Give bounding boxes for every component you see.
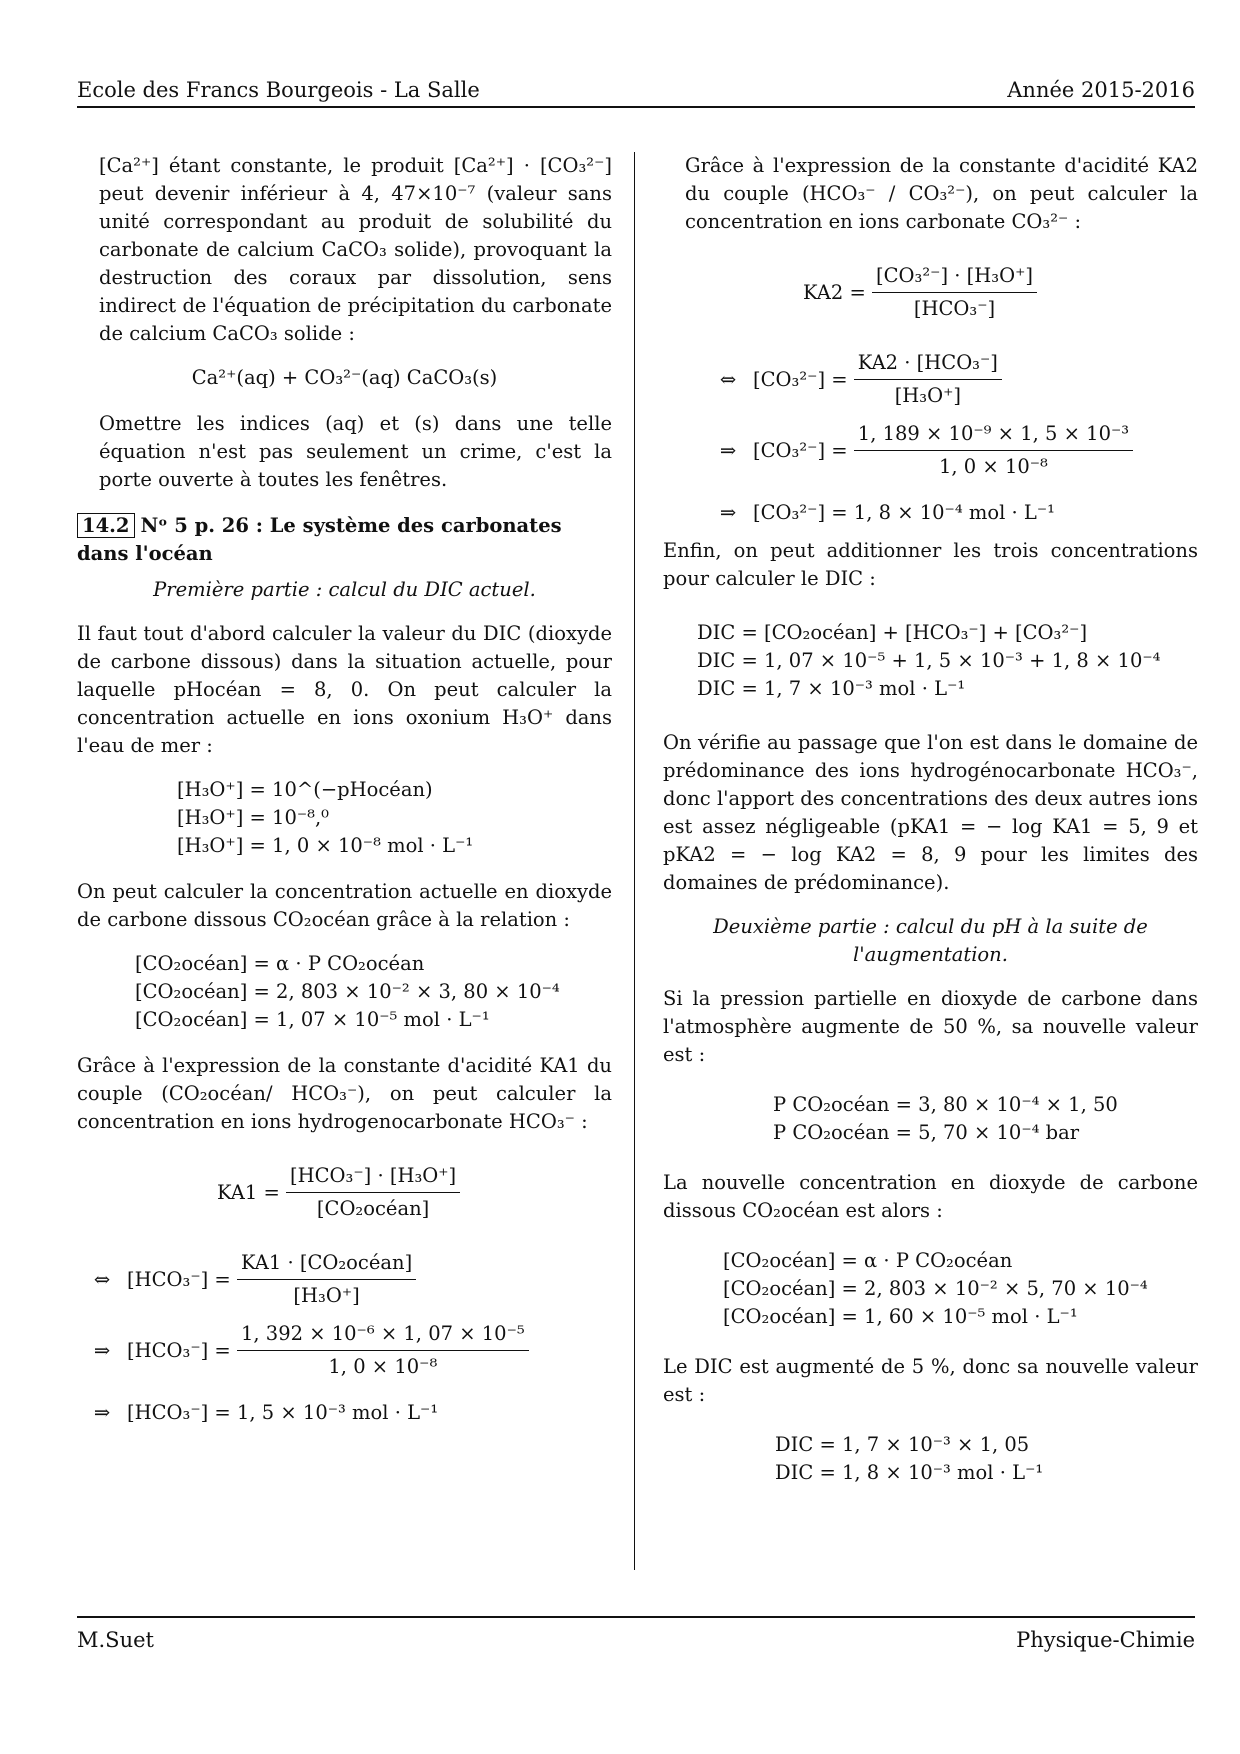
paragraph: Si la pression partielle en dioxyde de carbone dans l'atmosphère augmente de 50 %, sa nouvelle valeur est :: [663, 987, 1198, 1066]
fraction: [237, 1249, 416, 1310]
reaction-equation: Ca²⁺(aq) + CO₃²⁻(aq) CaCO₃(s): [191, 366, 498, 389]
paragraph: Le DIC est augmenté de 5 %, donc sa nouvelle valeur est :: [663, 1355, 1198, 1406]
ka2-definition: [663, 262, 1198, 323]
equation-line: [H₃O⁺] = 1, 0 × 10⁻⁸ mol · L⁻¹: [177, 834, 474, 857]
ka1-definition: [77, 1162, 612, 1223]
right-column: [663, 152, 1198, 1509]
equation-line: [CO₂océan] = α · P CO₂océan: [723, 1249, 1013, 1272]
footer-subject: Physique-Chimie: [1016, 1628, 1195, 1652]
derivation-step: [663, 420, 1198, 481]
part-title: Première partie : calcul du DIC actuel.: [153, 578, 536, 601]
numerator: 1, 392 × 10⁻⁶ × 1, 07 × 10⁻⁵: [237, 1320, 529, 1351]
paragraph: On vérifie au passage que l'on est dans le domaine de prédominance des ions hydrogénocarbonate HCO₃⁻, donc l'apport des concentrations des deux autres ions est assez négligeable (pKA1 = − log KA1 = 5, 9 et pKA2 = − log KA2 = 8, 9 pour les limites des domaines de prédominance).: [663, 731, 1198, 894]
equation-result: [CO₃²⁻] = 1, 8 × 10⁻⁴ mol · L⁻¹: [753, 501, 1055, 524]
equation-line: [CO₂océan] = 2, 803 × 10⁻² × 5, 70 × 10⁻⁴: [723, 1277, 1148, 1300]
equation-line: [CO₂océan] = 1, 07 × 10⁻⁵ mol · L⁻¹: [135, 1008, 490, 1031]
column-divider: [634, 152, 635, 1570]
numerator: [CO₃²⁻] · [H₃O⁺]: [872, 262, 1037, 293]
implies-symbol: ⇒: [719, 438, 737, 462]
paragraph: La nouvelle concentration en dioxyde de carbone dissous CO₂océan est alors :: [663, 1171, 1198, 1222]
equation-block: [663, 1247, 1198, 1331]
derivation-step: [77, 1320, 612, 1381]
equation-line: P CO₂océan = 5, 70 × 10⁻⁴ bar: [773, 1121, 1080, 1144]
paragraph: [Ca²⁺] étant constante, le produit [Ca²⁺] · [CO₃²⁻] peut devenir inférieur à 4, 47×10⁻⁷ (valeur sans unité correspondant au produit de solubilité du carbonate de calcium CaCO₃ solide), provoquant la destruction des coraux par dissolution, sens indirect de l'équation de précipitation du carbonate de calcium CaCO₃ solide :: [99, 154, 612, 345]
equation-line: DIC = 1, 7 × 10⁻³ × 1, 05: [775, 1433, 1030, 1456]
header-year: Année 2015-2016: [1007, 78, 1195, 102]
section-heading: [77, 512, 612, 568]
implies-symbol: ⇒: [93, 1338, 111, 1362]
numerator: KA2 · [HCO₃⁻]: [854, 349, 1002, 380]
denominator: [H₃O⁺]: [293, 1284, 360, 1307]
equation-lhs: KA1 =: [217, 1180, 280, 1204]
numerator: [HCO₃⁻] · [H₃O⁺]: [286, 1162, 460, 1193]
equation-line: [CO₂océan] = 2, 803 × 10⁻² × 3, 80 × 10⁻⁴: [135, 980, 560, 1003]
equation-line: [CO₂océan] = 1, 60 × 10⁻⁵ mol · L⁻¹: [723, 1305, 1078, 1328]
equation-line: DIC = [CO₂océan] + [HCO₃⁻] + [CO₃²⁻]: [697, 621, 1088, 644]
numerator: 1, 189 × 10⁻⁹ × 1, 5 × 10⁻³: [854, 420, 1133, 451]
paragraph: Omettre les indices (aq) et (s) dans une telle équation n'est pas seulement un crime, c'est la porte ouverte à toutes les fenêtres.: [99, 412, 612, 491]
equation-lhs: [HCO₃⁻] =: [127, 1338, 231, 1362]
equation-block: [663, 619, 1198, 703]
section-number: 14.2: [77, 513, 135, 538]
left-column: [77, 152, 612, 1437]
section-title: Nᵒ 5 p. 26 : Le système des carbonates dans l'océan: [77, 514, 562, 565]
equation-line: DIC = 1, 7 × 10⁻³ mol · L⁻¹: [697, 677, 966, 700]
fraction: [872, 262, 1037, 323]
fraction: [237, 1320, 529, 1381]
equation-block: [663, 1091, 1198, 1147]
equation-line: DIC = 1, 07 × 10⁻⁵ + 1, 5 × 10⁻³ + 1, 8 × 10⁻⁴: [697, 649, 1161, 672]
fraction: [286, 1162, 460, 1223]
numerator: KA1 · [CO₂océan]: [237, 1249, 416, 1280]
equation-line: [CO₂océan] = α · P CO₂océan: [135, 952, 425, 975]
equation-lhs: [HCO₃⁻] =: [127, 1267, 231, 1291]
equation-lhs: [CO₃²⁻] =: [753, 438, 848, 462]
paragraph: Enfin, on peut additionner les trois concentrations pour calculer le DIC :: [663, 539, 1198, 590]
equation-block: [77, 776, 612, 860]
equation-line: P CO₂océan = 3, 80 × 10⁻⁴ × 1, 50: [773, 1093, 1118, 1116]
denominator: [H₃O⁺]: [894, 384, 962, 407]
derivation-step: [77, 1249, 612, 1310]
fraction: [854, 349, 1002, 410]
equivalence-symbol: ⇔: [719, 367, 737, 391]
page-header: [77, 76, 1195, 108]
equation-block: [77, 950, 612, 1034]
equation-line: DIC = 1, 8 × 10⁻³ mol · L⁻¹: [775, 1461, 1044, 1484]
equation-result: [HCO₃⁻] = 1, 5 × 10⁻³ mol · L⁻¹: [127, 1401, 439, 1424]
denominator: 1, 0 × 10⁻⁸: [328, 1355, 438, 1378]
denominator: [CO₂océan]: [316, 1197, 430, 1220]
paragraph: Grâce à l'expression de la constante d'acidité KA2 du couple (HCO₃⁻ / CO₃²⁻), on peut calculer la concentration en ions carbonate CO₃²⁻ :: [685, 154, 1198, 233]
implies-symbol: ⇒: [93, 1401, 111, 1424]
derivation-step: [663, 499, 1198, 527]
equation-lhs: [CO₃²⁻] =: [753, 367, 848, 391]
equation-line: [H₃O⁺] = 10^(−pHocéan): [177, 778, 433, 801]
part-title: Deuxième partie : calcul du pH à la suite de l'augmentation.: [713, 915, 1148, 966]
equation-lhs: KA2 =: [803, 280, 866, 304]
paragraph: Il faut tout d'abord calculer la valeur du DIC (dioxyde de carbone dissous) dans la situation actuelle, pour laquelle pHocéan = 8, 0. On peut calculer la concentration actuelle en ions oxonium H₃O⁺ dans l'eau de mer :: [77, 622, 612, 757]
page-footer: [77, 1616, 1195, 1654]
equation-line: [H₃O⁺] = 10⁻⁸,⁰: [177, 806, 329, 829]
fraction: [854, 420, 1133, 481]
denominator: [HCO₃⁻]: [913, 297, 996, 320]
header-school: Ecole des Francs Bourgeois - La Salle: [77, 78, 480, 102]
paragraph: On peut calculer la concentration actuelle en dioxyde de carbone dissous CO₂océan grâce à la relation :: [77, 880, 612, 931]
derivation-step: [663, 349, 1198, 410]
derivation-step: [77, 1399, 612, 1427]
footer-author: M.Suet: [77, 1628, 154, 1652]
implies-symbol: ⇒: [719, 501, 737, 524]
equation-block: [663, 1431, 1198, 1487]
denominator: 1, 0 × 10⁻⁸: [939, 455, 1048, 478]
equivalence-symbol: ⇔: [93, 1267, 111, 1291]
paragraph: Grâce à l'expression de la constante d'acidité KA1 du couple (CO₂océan/ HCO₃⁻), on peut calculer la concentration en ions hydrogenocarbonate HCO₃⁻ :: [77, 1054, 612, 1133]
